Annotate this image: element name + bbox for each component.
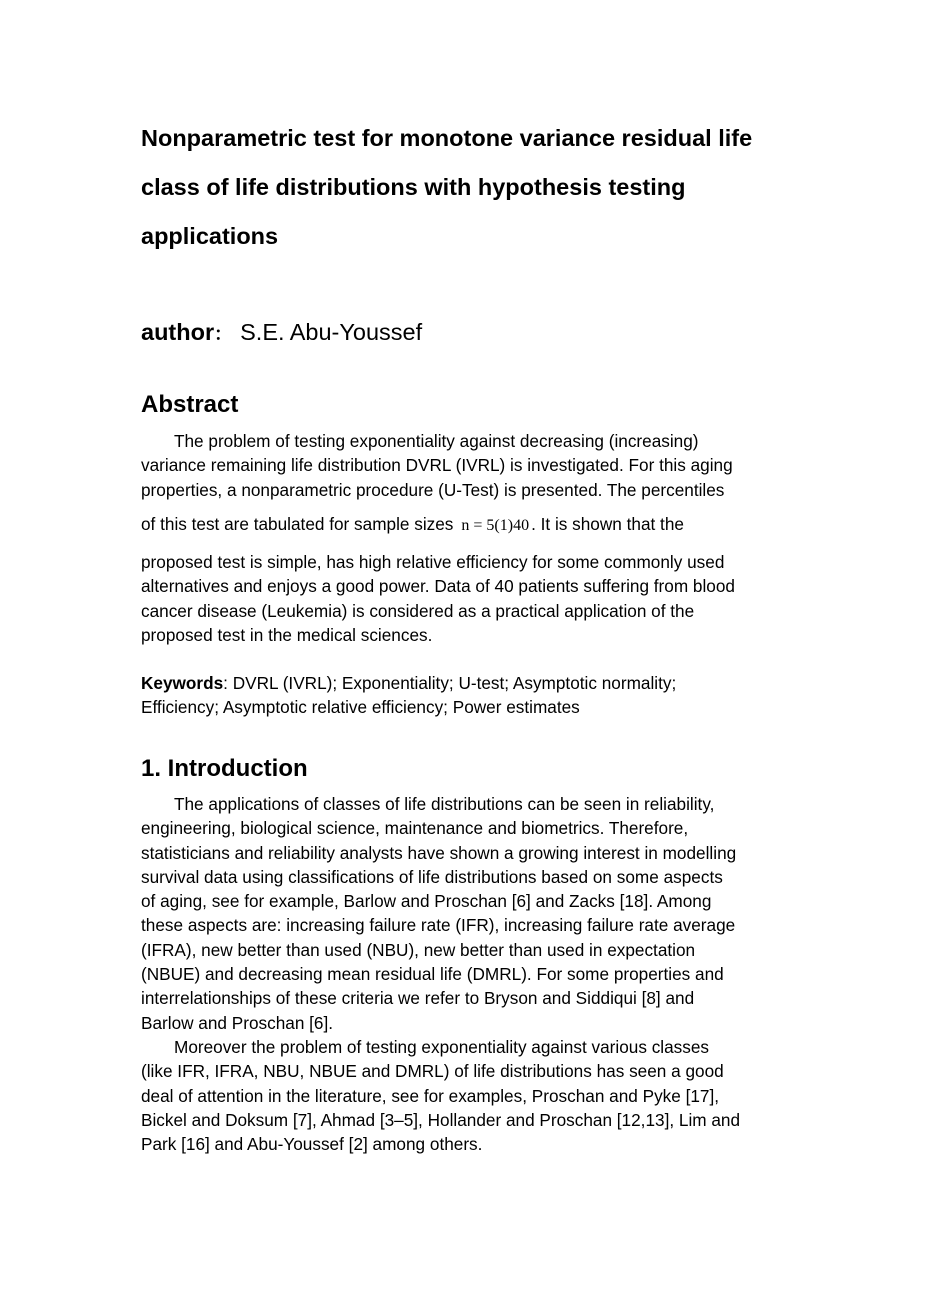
intro-line: (IFRA), new better than used (NBU), new better than used in expectation: [141, 939, 696, 960]
author-line: [141, 314, 422, 352]
abstract-line: proposed test is simple, has high relative efficiency for some commonly used: [141, 552, 725, 572]
intro-line: statisticians and reliability analysts have shown a growing interest in modelling: [141, 842, 737, 863]
intro-line: Park [16] and Abu-Youssef [2] among others.: [141, 1134, 483, 1155]
keywords: [141, 671, 801, 720]
keywords-list-continued: Efficiency; Asymptotic relative efficiency; Power estimates: [141, 697, 580, 718]
title-line: Nonparametric test for monotone variance residual life: [141, 125, 753, 151]
title-line: applications: [141, 223, 279, 249]
abstract-math-line: [141, 512, 801, 538]
abstract-body-continued: [141, 550, 801, 647]
sample-size-formula: n = 5(1)40: [461, 517, 530, 534]
intro-line: Barlow and Proschan [6].: [141, 1012, 334, 1033]
intro-line: (NBUE) and decreasing mean residual life (DMRL). For some properties and: [141, 964, 724, 985]
abstract-math-prefix: of this test are tabulated for sample sizes: [141, 514, 454, 534]
abstract-line: variance remaining life distribution DVRL (IVRL) is investigated. For this aging: [141, 455, 733, 476]
abstract-line: proposed test in the medical sciences.: [141, 624, 433, 645]
intro-line: engineering, biological science, maintenance and biometrics. Therefore,: [141, 818, 689, 839]
abstract-line: cancer disease (Leukemia) is considered as a practical application of the: [141, 600, 695, 621]
intro-line: survival data using classifications of life distributions based on some aspects: [141, 866, 723, 887]
intro-line: Bickel and Doksum [7], Ahmad [3–5], Hollander and Proschan [12,13], Lim and: [141, 1109, 741, 1130]
abstract-line: properties, a nonparametric procedure (U-Test) is presented. The percentiles: [141, 479, 725, 500]
intro-line: interrelationships of these criteria we refer to Bryson and Siddiqui [8] and: [141, 988, 695, 1009]
intro-line: The applications of classes of life distributions can be seen in reliability,: [174, 794, 715, 814]
abstract-line: The problem of testing exponentiality against decreasing (increasing): [174, 431, 699, 451]
keywords-list: : DVRL (IVRL); Exponentiality; U-test; Asymptotic normality;: [223, 673, 677, 693]
intro-line: deal of attention in the literature, see for examples, Proschan and Pyke [17],: [141, 1085, 720, 1106]
abstract-body: [141, 429, 801, 502]
intro-line: Moreover the problem of testing exponentiality against various classes: [174, 1037, 710, 1057]
author-label: author: [141, 319, 215, 345]
introduction-paragraph: [141, 792, 801, 1035]
introduction-paragraph: [141, 1035, 801, 1156]
abstract-heading: Abstract: [141, 391, 239, 418]
intro-line: (like IFR, IFRA, NBU, NBUE and DMRL) of life distributions has seen a good: [141, 1061, 724, 1082]
title-line: class of life distributions with hypothesis testing: [141, 174, 686, 200]
author-name: S.E. Abu-Youssef: [240, 319, 423, 345]
introduction-heading: 1. Introduction: [141, 755, 308, 782]
paper-title: [141, 114, 801, 261]
abstract-line: alternatives and enjoys a good power. Data of 40 patients suffering from blood: [141, 576, 735, 597]
keywords-label: Keywords: [141, 673, 224, 693]
author-separator: ：: [214, 324, 233, 344]
intro-line: of aging, see for example, Barlow and Proschan [6] and Zacks [18]. Among: [141, 891, 712, 912]
intro-line: these aspects are: increasing failure rate (IFR), increasing failure rate average: [141, 915, 736, 936]
abstract-math-suffix: . It is shown that the: [531, 514, 684, 534]
